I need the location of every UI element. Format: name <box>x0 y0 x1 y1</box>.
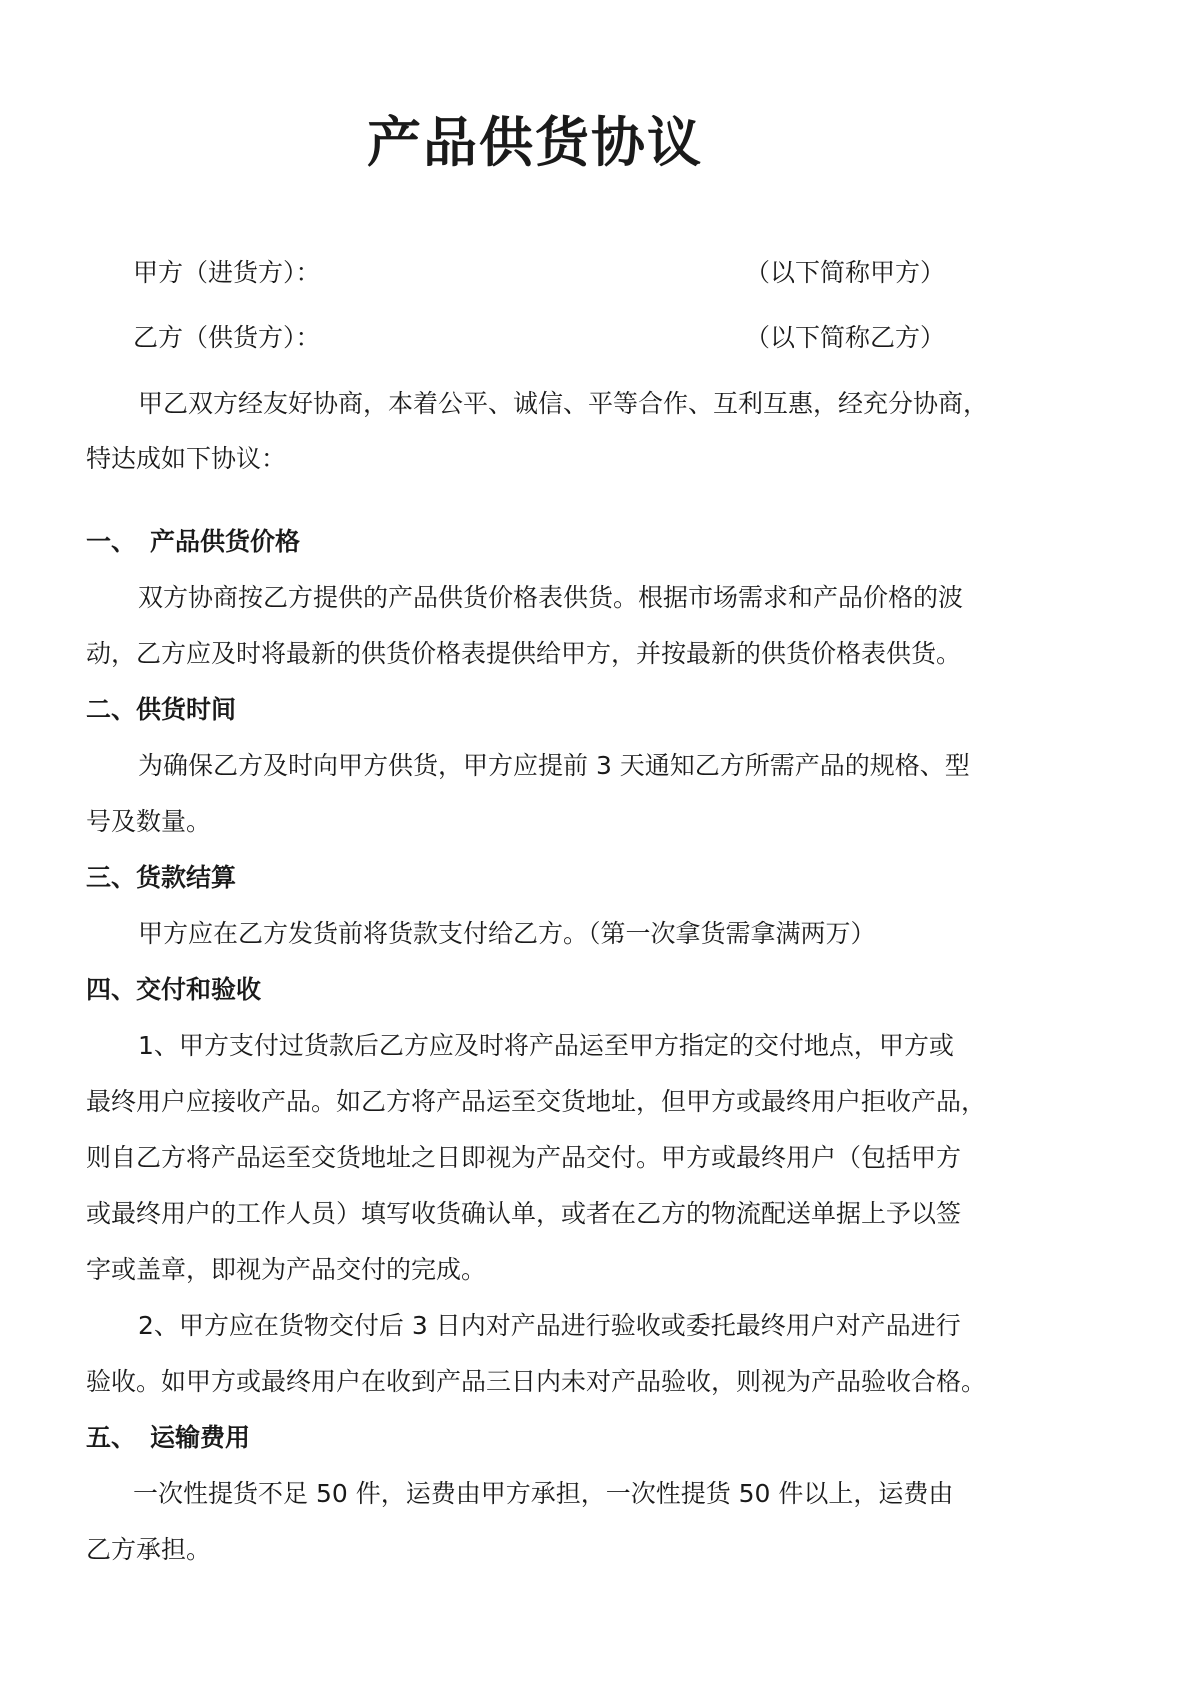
section-title: 货款结算 <box>136 863 237 892</box>
paragraph-line: 甲方应在乙方发货前将货款支付给乙方。（第一次拿货需拿满两万） <box>138 919 876 948</box>
paragraph-line: 则自乙方将产品运至交货地址之日即视为产品交付。甲方或最终用户（包括甲方 <box>86 1143 962 1172</box>
party-a-label: 甲方（进货方）： <box>133 258 321 287</box>
paragraph-line: 1、甲方支付过货款后乙方应及时将产品运至甲方指定的交付地点，甲方或 <box>138 1031 954 1060</box>
section-number: 一、 <box>86 527 137 556</box>
paragraph-line: 字或盖章，即视为产品交付的完成。 <box>86 1255 487 1284</box>
party-b-note: （以下简称乙方） <box>745 323 946 352</box>
section-title: 运输费用 <box>150 1423 251 1452</box>
paragraph-line: 号及数量。 <box>86 807 212 836</box>
paragraph-line: 最终用户应接收产品。如乙方将产品运至交货地址，但甲方或最终用户拒收产品， <box>86 1087 987 1116</box>
paragraph-line: 2、甲方应在货物交付后 3 日内对产品进行验收或委托最终用户对产品进行 <box>138 1311 961 1340</box>
paragraph-line: 动，乙方应及时将最新的供货价格表提供给甲方，并按最新的供货价格表供货。 <box>86 639 962 668</box>
intro-line: 特达成如下协议： <box>86 444 287 473</box>
section-title: 交付和验收 <box>136 975 262 1004</box>
section-heading <box>86 694 236 726</box>
paragraph-line: 乙方承担。 <box>86 1535 212 1564</box>
section-heading <box>86 862 236 894</box>
paragraph-line: 或最终用户的工作人员）填写收货确认单，或者在乙方的物流配送单据上予以签 <box>86 1199 962 1228</box>
paragraph-line: 一次性提货不足 50 件，运费由甲方承担，一次性提货 50 件以上，运费由 <box>133 1479 954 1508</box>
paragraph-line: 验收。如甲方或最终用户在收到产品三日内未对产品验收，则视为产品验收合格。 <box>86 1367 987 1396</box>
paragraph-line: 为确保乙方及时向甲方供货，甲方应提前 3 天通知乙方所需产品的规格、型 <box>138 751 970 780</box>
section-number: 三、 <box>86 863 137 892</box>
section-number: 五、 <box>86 1423 137 1452</box>
party-a-note: （以下简称甲方） <box>745 258 946 287</box>
paragraph-line: 双方协商按乙方提供的产品供货价格表供货。根据市场需求和产品价格的波 <box>138 583 964 612</box>
section-title: 供货时间 <box>136 695 237 724</box>
party-b-label: 乙方（供货方）： <box>133 323 321 352</box>
section-heading <box>86 974 261 1006</box>
section-title: 产品供货价格 <box>150 527 301 556</box>
section-heading <box>86 526 300 558</box>
document-title: 产品供货协议 <box>367 111 703 174</box>
section-heading <box>86 1422 250 1454</box>
section-number: 四、 <box>86 975 137 1004</box>
section-number: 二、 <box>86 695 137 724</box>
intro-line: 甲乙双方经友好协商，本着公平、诚信、平等合作、互利互惠，经充分协商， <box>138 389 989 418</box>
